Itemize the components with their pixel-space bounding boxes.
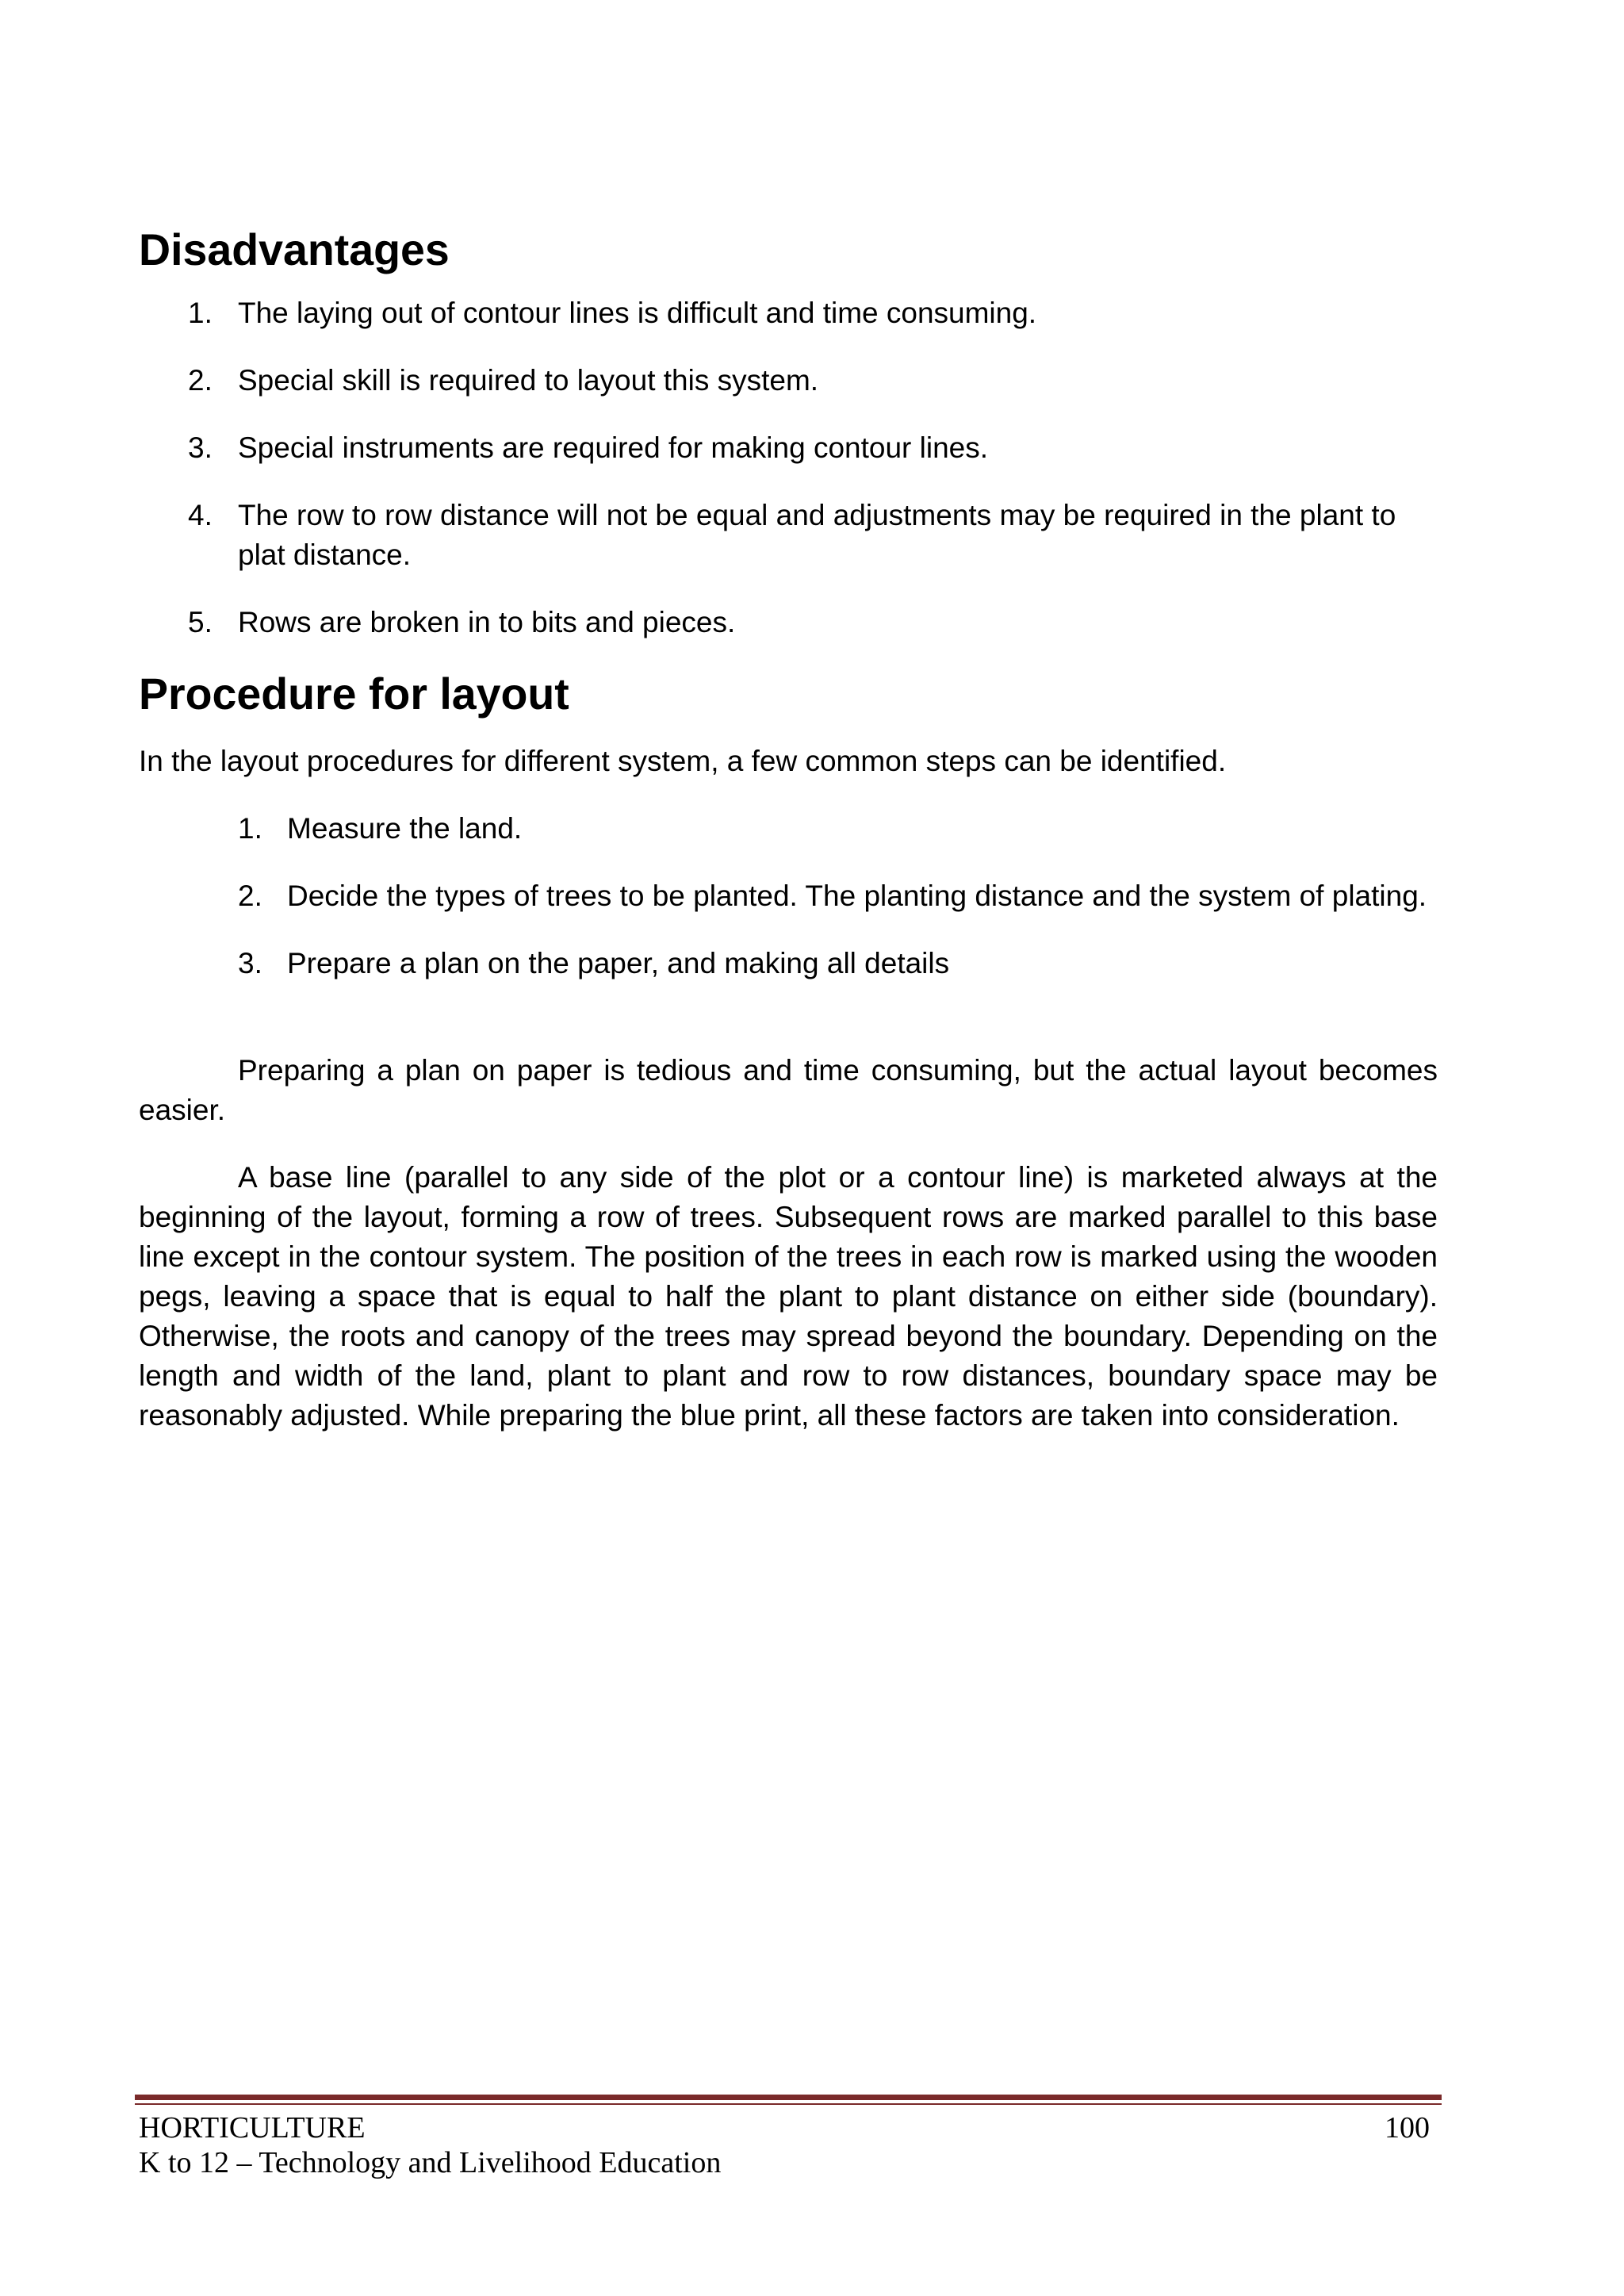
list-item-text: Special skill is required to layout this system. xyxy=(238,364,819,397)
list-item-number: 3. xyxy=(238,947,262,979)
list-item-number: 5. xyxy=(188,606,213,638)
body-paragraph: Preparing a plan on paper is tedious and time consuming, but the actual layout becomes easier. xyxy=(139,1054,1438,1126)
footer-series: K to 12 – Technology and Livelihood Education xyxy=(139,2146,722,2179)
list-item xyxy=(139,428,1438,468)
list-item-number: 3. xyxy=(188,431,213,464)
disadvantages-list xyxy=(139,293,1438,670)
list-item xyxy=(139,876,1438,916)
list-item-text: The row to row distance will not be equal and adjustments may be required in the plant to plat distance. xyxy=(238,499,1396,571)
list-item-text: Measure the land. xyxy=(287,812,523,845)
list-item xyxy=(139,944,1438,983)
footer-subject: HORTICULTURE xyxy=(139,2111,366,2145)
list-item-number: 2. xyxy=(238,880,262,912)
list-item-number: 2. xyxy=(188,364,213,397)
list-item xyxy=(139,361,1438,401)
list-item-number: 1. xyxy=(238,812,262,845)
list-item xyxy=(139,809,1438,849)
list-item-text: The laying out of contour lines is difficult and time consuming. xyxy=(238,297,1037,329)
page-number: 100 xyxy=(1385,2111,1430,2145)
list-item-number: 4. xyxy=(188,499,213,531)
list-item xyxy=(139,603,1438,642)
procedure-steps-list xyxy=(139,809,1438,1011)
disadvantages-heading: Disadvantages xyxy=(139,225,450,274)
list-item-text: Special instruments are required for making contour lines. xyxy=(238,431,989,464)
list-item-text: Rows are broken in to bits and pieces. xyxy=(238,606,736,638)
procedure-heading: Procedure for layout xyxy=(139,669,569,719)
list-item-text: Prepare a plan on the paper, and making all details xyxy=(287,947,950,979)
footer-divider-thick xyxy=(135,2095,1442,2100)
list-item xyxy=(139,496,1438,575)
list-item xyxy=(139,293,1438,333)
list-item-text: Decide the types of trees to be planted. The planting distance and the system of plating. xyxy=(287,880,1427,912)
body-paragraph: A base line (parallel to any side of the plot or a contour line) is marketed always at the beginning of the layout, forming a row of trees. Subsequent rows are marked parallel to this base line except in the contour system. The position of the trees in each row is marked using the wooden pegs, leaving a space that is equal to half the plant to plant distance on either side (boundary). Otherwise, the roots and canopy of the trees may spread beyond the boundary. Depending on the length and width of the land, plant to plant and row to row distances, boundary space may be reasonably adjusted. While preparing the blue print, all these factors are taken into consideration. xyxy=(139,1161,1438,1432)
list-item-number: 1. xyxy=(188,297,213,329)
footer-divider-thin xyxy=(135,2103,1442,2105)
procedure-intro: In the layout procedures for different system, a few common steps can be identified. xyxy=(139,745,1227,777)
